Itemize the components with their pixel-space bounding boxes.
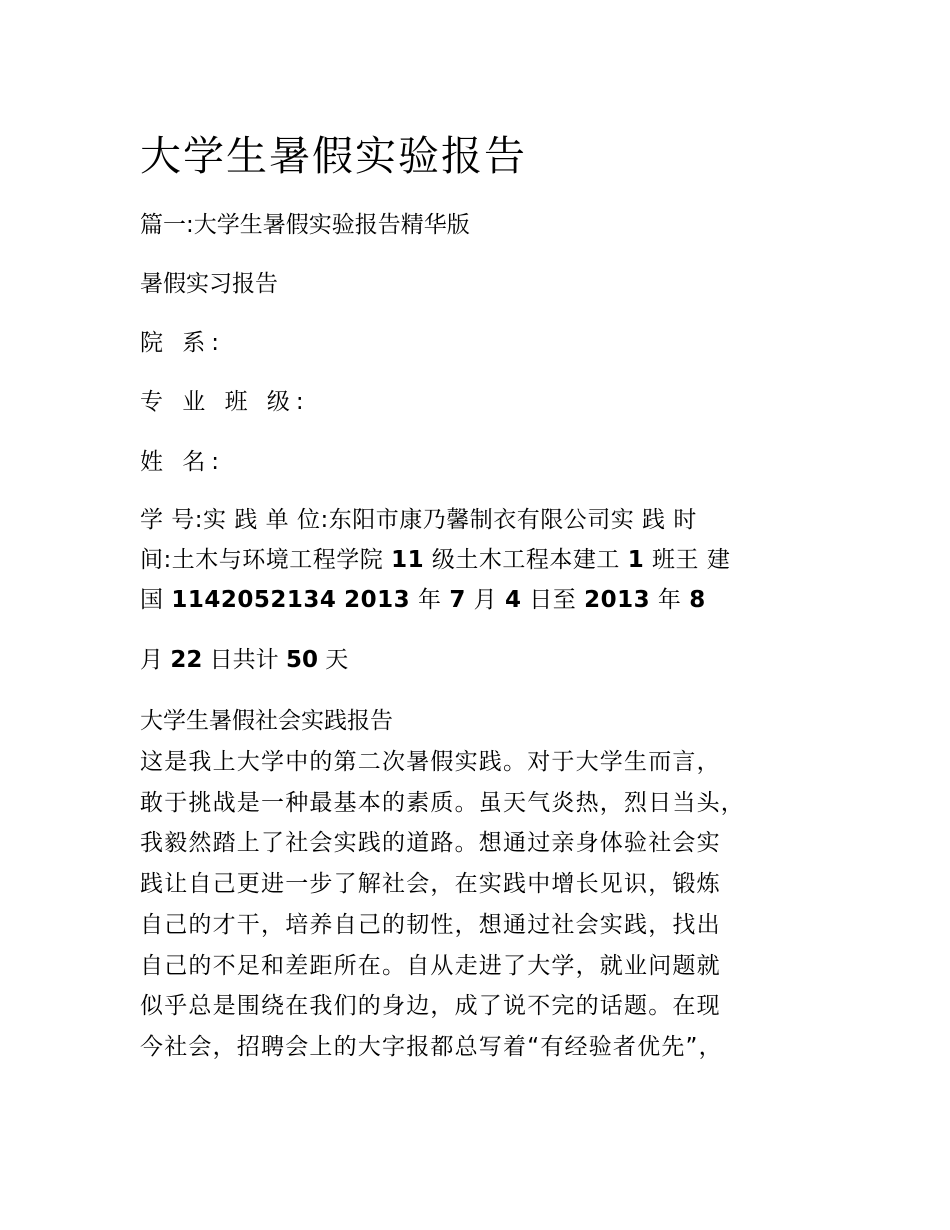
paragraph-line: 敢于挑战是一种最基本的素质。虽天气炎热，烈日当头， [140,789,745,816]
student-info-block [140,500,812,620]
paragraph-line: 自己的才干，培养自己的韧性，想通过社会实践，找出 [140,911,721,938]
document-title: 大学生暑假实验报告 [140,132,527,180]
document-subtitle: 篇一:大学生暑假实验报告精华版 [140,212,470,238]
paragraph-line: 似乎总是围绕在我们的身边，成了说不完的话题。在现 [140,993,721,1020]
field-major-class: 专 业 班 级: [140,389,310,415]
paragraph-line: 今社会，招聘会上的大字报都总写着“有经验者优先”， [140,1033,723,1060]
info-line: 国 1142052134 2013 年 7 月 4 日至 2013 年 8 [140,587,706,613]
section-title: 大学生暑假社会实践报告 [140,708,393,734]
report-heading: 暑假实习报告 [140,271,278,297]
paragraph-line: 我毅然踏上了社会实践的道路。想通过亲身体验社会实 [140,830,721,857]
paragraph-line: 这是我上大学中的第二次暑假实践。对于大学生而言， [140,749,721,775]
field-department: 院 系: [140,330,226,356]
info-line: 学 号:实 践 单 位:东阳市康乃馨制衣有限公司实 践 时 [140,507,697,533]
field-name: 姓 名: [140,449,226,475]
info-line: 间:土木与环境工程学院 11 级土木工程本建工 1 班王 建 [140,547,731,573]
paragraph-line: 自己的不足和差距所在。自从走进了大学，就业问题就 [140,952,721,979]
body-paragraph [140,742,812,1068]
date-tail: 月 22 日共计 50 天 [140,647,349,673]
paragraph-line: 践让自己更进一步了解社会，在实践中增长见识，锻炼 [140,871,721,898]
